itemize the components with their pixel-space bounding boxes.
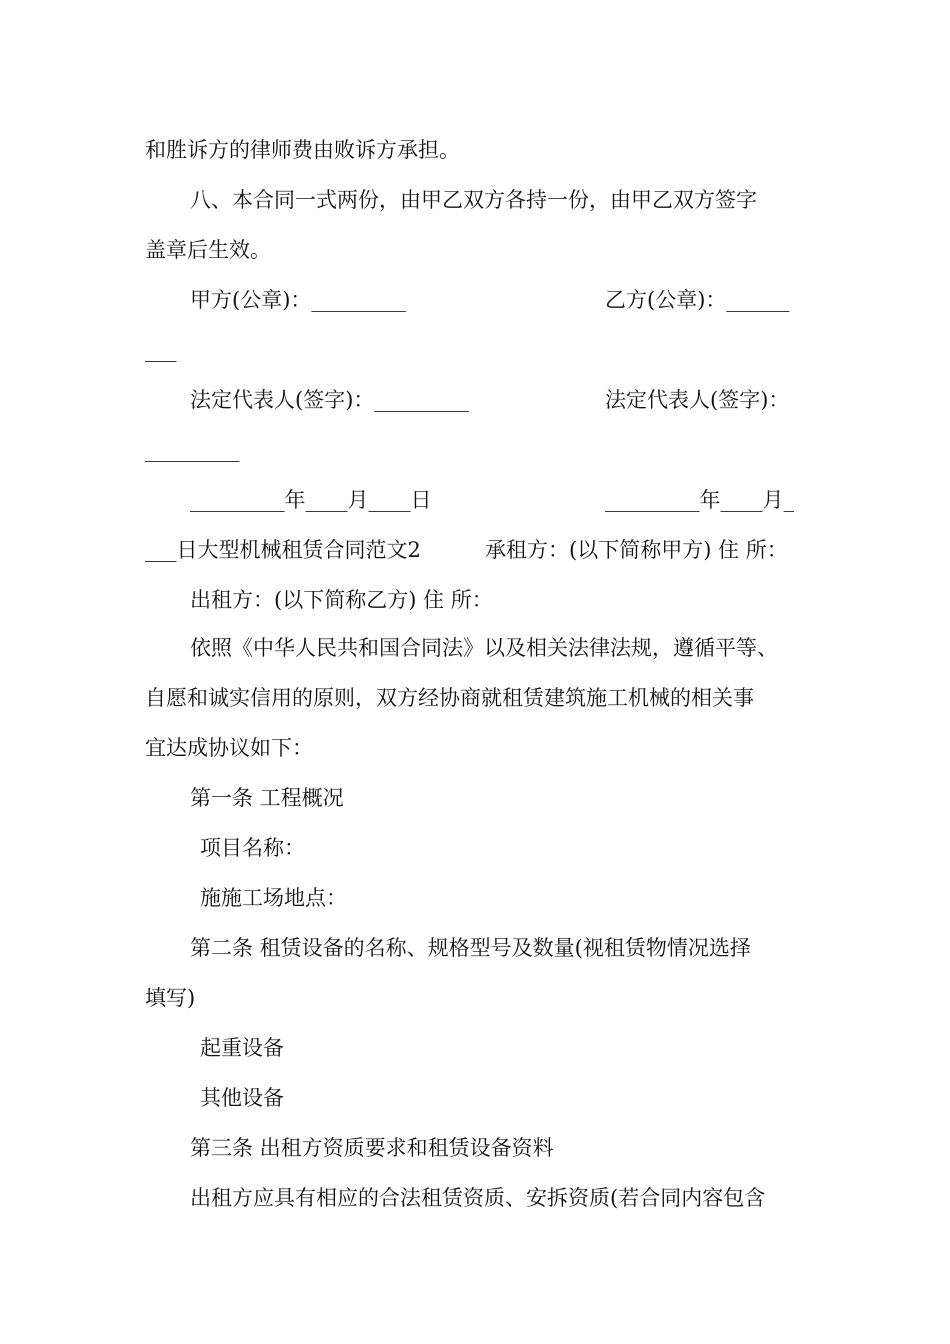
text-line: 施施工场地点： [200,886,347,910]
text-line: _________ [145,438,240,462]
text-line: 甲方(公章)：_________ [190,288,406,312]
text-line: ___ [145,338,177,362]
text-line: 出租方应具有相应的合法租赁资质、安拆资质(若合同内容包含 [190,1186,766,1210]
section-heading: 第一条 工程概况 [190,786,344,810]
text-line: 项目名称： [200,836,305,860]
text-line: 法定代表人(签字)：_________ [190,388,469,412]
text-line: 八、本合同一式两份，由甲乙双方各持一份，由甲乙双方签字 [190,188,757,212]
text-line: 起重设备 [200,1036,284,1060]
text-line: 乙方(公章)：______ [605,288,790,312]
text-line: 依照《中华人民共和国合同法》以及相关法律法规，遵循平等、 [190,636,778,660]
text-line: 法定代表人(签字)： [605,388,790,412]
text-line: 填写) [145,986,196,1010]
text-line: 宜达成协议如下： [145,736,313,760]
text-line: 其他设备 [200,1086,284,1110]
text-line: ___日大型机械租赁合同范文2 [145,538,421,562]
text-line: 承租方：(以下简称甲方) 住 所： [485,538,788,562]
text-line: 自愿和诚实信用的原则，双方经协商就租赁建筑施工机械的相关事 [145,686,754,710]
text-line: _________年____月_ [605,488,794,512]
text-line: _________年____月____日 [190,488,432,512]
section-heading: 第二条 租赁设备的名称、规格型号及数量(视租赁物情况选择 [190,936,751,960]
text-line: 和胜诉方的律师费由败诉方承担。 [145,138,460,162]
text-line: 盖章后生效。 [145,238,271,262]
text-line: 出租方：(以下简称乙方) 住 所： [190,588,493,612]
section-heading: 第三条 出租方资质要求和租赁设备资料 [190,1136,554,1160]
